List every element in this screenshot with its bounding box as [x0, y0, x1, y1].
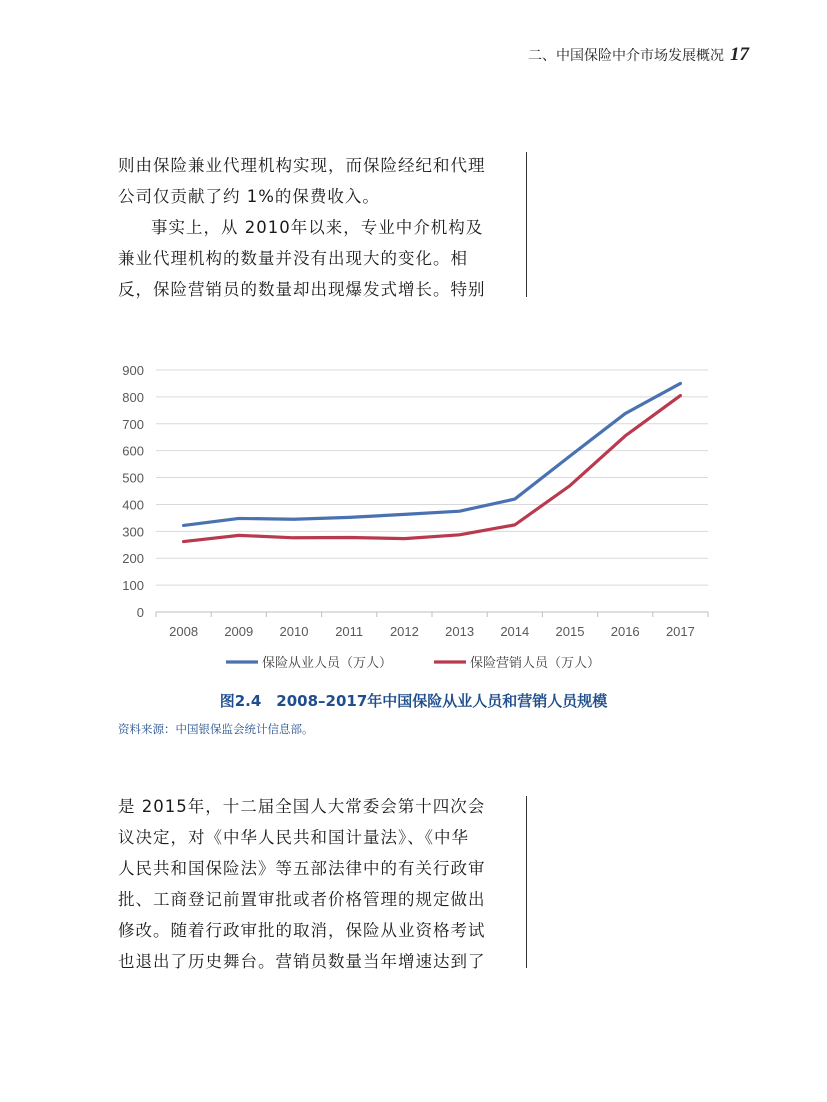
- x-tick-label: 2014: [500, 624, 530, 639]
- x-tick-label: 2016: [610, 624, 640, 639]
- legend-label: 保险从业人员（万人）: [262, 656, 393, 671]
- y-tick-label: 0: [136, 605, 144, 620]
- page-number: 17: [730, 44, 749, 65]
- line-chart: [108, 356, 728, 686]
- top-paragraphs: [118, 150, 511, 305]
- y-tick-label: 900: [122, 363, 144, 378]
- x-tick-label: 2015: [555, 624, 585, 639]
- y-tick-label: 600: [122, 443, 144, 459]
- figure-source: 资料来源：中国银保监会统计信息部。: [118, 722, 314, 736]
- text-line: 反，保险营销员的数量却出现爆发式增长。特别: [118, 280, 486, 299]
- x-tick-label: 2011: [335, 624, 364, 639]
- text-line: 也退出了历史舞台。营销员数量当年增速达到了: [118, 952, 486, 971]
- y-tick-label: 500: [122, 470, 144, 486]
- text-line: 公司仅贡献了约 1%的保费收入。: [118, 187, 380, 206]
- y-tick-label: 200: [122, 551, 144, 567]
- x-tick-label: 2013: [445, 624, 475, 639]
- text-line: 人民共和国保险法》等五部法律中的有关行政审: [118, 859, 486, 878]
- y-tick-label: 100: [122, 578, 144, 594]
- x-tick-label: 2012: [389, 624, 419, 639]
- margin-rule: [526, 796, 527, 968]
- section-title: 二、中国保险中介市场发展概况: [528, 48, 724, 64]
- running-header: [528, 44, 749, 66]
- text-line: 兼业代理机构的数量并没有出现大的变化。相: [118, 249, 468, 268]
- text-line: 是 2015年，十二届全国人大常委会第十四次会: [118, 797, 486, 816]
- x-tick-label: 2008: [169, 624, 199, 639]
- text-line: 事实上，从 2010年以来，专业中介机构及: [151, 218, 484, 237]
- y-tick-label: 400: [122, 497, 144, 513]
- x-tick-label: 2017: [665, 624, 695, 639]
- text-line: 则由保险兼业代理机构实现，而保险经纪和代理: [118, 156, 486, 175]
- x-tick-label: 2009: [224, 624, 254, 639]
- figure-caption: 图2.4 2008–2017年中国保险从业人员和营销人员规模: [219, 692, 608, 710]
- x-tick-label: 2010: [279, 624, 309, 639]
- y-tick-label: 800: [122, 389, 144, 405]
- text-line: 议决定，对《中华人民共和国计量法》、《中华: [118, 828, 469, 847]
- y-tick-label: 700: [122, 416, 144, 432]
- margin-rule: [526, 152, 527, 297]
- text-line: 批、工商登记前置审批或者价格管理的规定做出: [118, 890, 486, 909]
- y-tick-label: 300: [122, 524, 144, 540]
- legend-label: 保险营销人员（万人）: [470, 656, 601, 671]
- bottom-paragraphs: [118, 791, 511, 977]
- text-line: 修改。随着行政审批的取消，保险从业资格考试: [118, 921, 486, 940]
